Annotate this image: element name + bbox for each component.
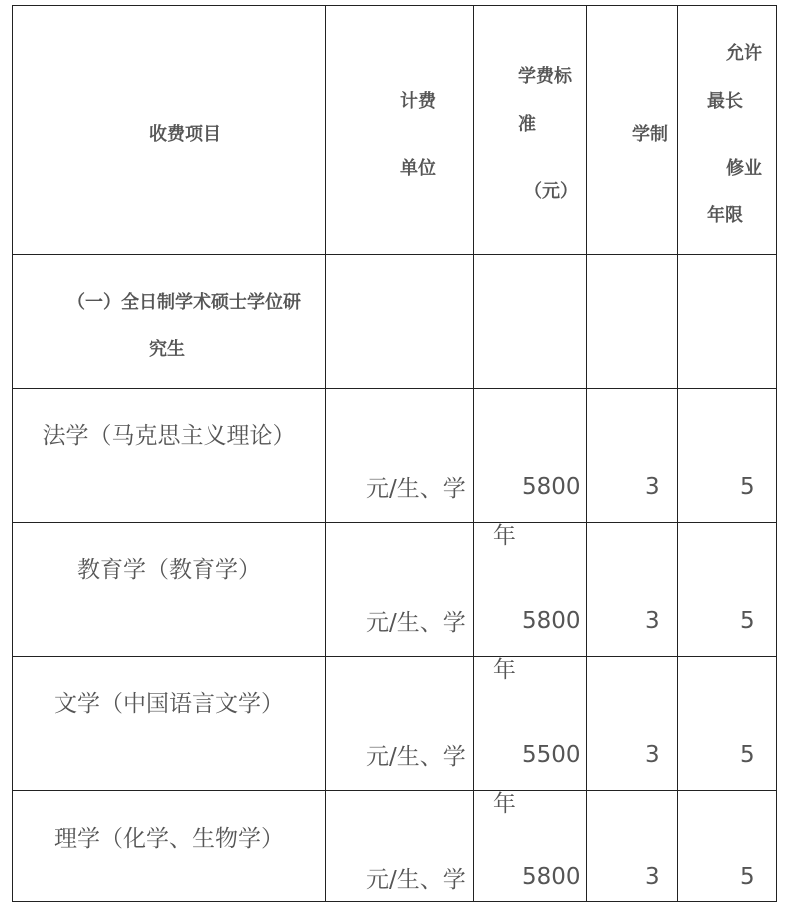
fee-cell: [474, 657, 587, 791]
duration-cell: [587, 389, 678, 523]
header-unit-line2: 单位: [400, 158, 436, 179]
duration-value: 3: [645, 864, 660, 890]
section-label-line1: （一）全日制学术硕士学位研: [67, 292, 301, 313]
section-empty-cell: [326, 255, 474, 389]
section-label-line2: 究生: [149, 339, 185, 360]
header-max-cell: [678, 6, 777, 255]
header-max-line3: 修业: [726, 158, 762, 179]
section-empty-cell: [474, 255, 587, 389]
table-row: [13, 523, 777, 657]
table-row: [13, 389, 777, 523]
item-name-cell: [13, 657, 326, 791]
section-empty-cell: [678, 255, 777, 389]
max-years-cell: [678, 791, 777, 902]
fee-cell: [474, 389, 587, 523]
duration-cell: [587, 523, 678, 657]
unit-line1: 元/生、学: [366, 744, 466, 770]
item-name: 理学（化学、生物学）: [54, 825, 284, 852]
max-years-cell: [678, 389, 777, 523]
duration-cell: [587, 791, 678, 902]
section-row: [13, 255, 777, 389]
header-max-line2: 最长: [707, 91, 743, 112]
header-item: 收费项目: [149, 124, 221, 145]
unit-line2: 年: [492, 523, 516, 549]
unit-cell: [326, 791, 474, 902]
duration-value: 3: [645, 473, 660, 500]
fee-value: 5500: [522, 741, 581, 768]
header-duration: 学制: [632, 124, 668, 145]
header-max-line1: 允许: [726, 43, 762, 64]
fee-value: 5800: [522, 607, 581, 634]
item-name: 文学（中国语言文学）: [54, 691, 284, 717]
fee-cell: [474, 791, 587, 902]
header-fee-line1: 学费标: [518, 66, 572, 87]
table-row: [13, 791, 777, 902]
unit-cell: [326, 389, 516, 549]
fee-value: 5800: [522, 473, 581, 500]
header-fee-line3: （元）: [524, 181, 578, 202]
item-name: 教育学（教育学）: [77, 557, 261, 583]
unit-cell: [326, 657, 516, 817]
unit-line1: 元/生、学: [366, 610, 466, 636]
fee-value: 5800: [522, 864, 581, 890]
header-duration-cell: [587, 6, 678, 255]
header-unit-cell: [326, 6, 474, 255]
item-name-cell: [13, 389, 326, 523]
unit-cell: [326, 523, 516, 683]
section-empty-cell: [587, 255, 678, 389]
header-fee-line2: 准: [518, 114, 536, 135]
item-name-cell: [13, 791, 326, 902]
header-item-cell: [13, 6, 326, 255]
table-row: [13, 657, 777, 791]
max-years-value: 5: [740, 741, 755, 768]
header-max-line4: 年限: [707, 205, 743, 226]
unit-line1: 元/生、学: [366, 476, 466, 502]
duration-value: 3: [645, 607, 660, 634]
unit-line2: 年: [492, 791, 516, 817]
max-years-cell: [678, 657, 777, 791]
header-fee-cell: [474, 6, 587, 255]
duration-value: 3: [645, 741, 660, 768]
max-years-value: 5: [740, 607, 755, 634]
section-label-cell: [13, 255, 326, 389]
item-name: 法学（马克思主义理论）: [42, 423, 296, 449]
header-unit-line1: 计费: [400, 91, 436, 112]
fee-table: [12, 5, 777, 902]
fee-cell: [474, 523, 587, 657]
max-years-value: 5: [740, 864, 755, 890]
unit-line2: 年: [492, 657, 516, 683]
max-years-cell: [678, 523, 777, 657]
duration-cell: [587, 657, 678, 791]
max-years-value: 5: [740, 473, 755, 500]
header-row: [13, 6, 777, 255]
item-name-cell: [13, 523, 326, 657]
unit-line1: 元/生、学: [366, 866, 466, 893]
